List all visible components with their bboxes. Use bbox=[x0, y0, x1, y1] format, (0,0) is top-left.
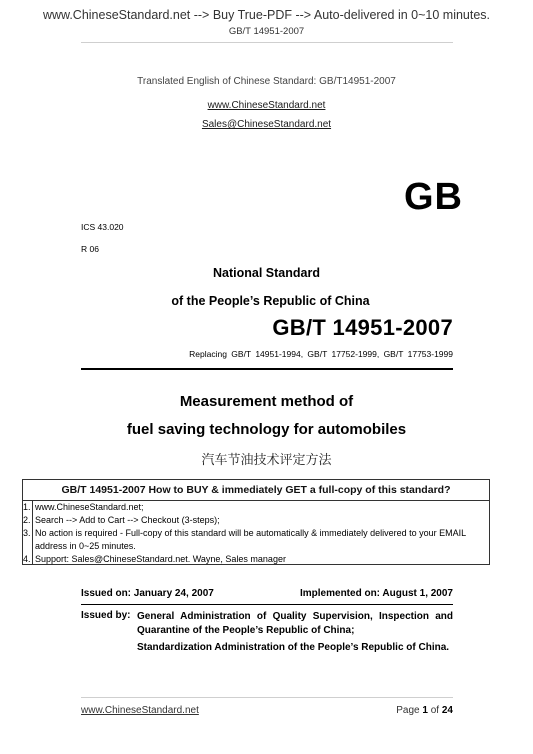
page-total: 24 bbox=[441, 705, 453, 716]
implemented-on-date: Implemented on: August 1, 2007 bbox=[300, 588, 453, 599]
email-link[interactable]: Sales@ChineseStandard.net bbox=[201, 119, 332, 130]
national-standard-line1: National Standard bbox=[213, 266, 320, 280]
website-link-row bbox=[0, 95, 533, 113]
buy-step bbox=[23, 553, 489, 566]
buy-step-number: 1. bbox=[23, 502, 31, 512]
issuer-aqsiq: General Administration of Quality Supervision, Inspection and Quarantine of the People’s Republic of China; bbox=[137, 611, 453, 636]
buy-step-text: Search --> Add to Cart --> Checkout (3-steps); bbox=[35, 515, 220, 525]
issuer-sac: Standardization Administration of the People’s Republic of China. bbox=[137, 642, 450, 653]
buy-step bbox=[23, 501, 489, 514]
title-divider bbox=[81, 368, 453, 370]
buy-step-text: www.ChineseStandard.net; bbox=[35, 502, 144, 512]
header-divider bbox=[81, 42, 453, 43]
website-link[interactable]: www.ChineseStandard.net bbox=[207, 100, 326, 111]
footer-divider bbox=[81, 697, 453, 698]
page-of: of bbox=[427, 705, 442, 716]
title-line1: Measurement method of bbox=[179, 393, 354, 410]
national-standard-line2-text: of the People’s Republic of China bbox=[171, 294, 370, 308]
gb-mark: GB bbox=[404, 176, 463, 218]
email-link-row bbox=[0, 114, 533, 132]
issued-by-label: Issued by: bbox=[81, 610, 131, 621]
page-number bbox=[396, 705, 453, 716]
buy-steps-list bbox=[23, 501, 489, 566]
dates-divider bbox=[81, 604, 453, 605]
buy-step-number: 4. bbox=[23, 554, 31, 564]
buy-step bbox=[23, 514, 489, 527]
buy-step-number: 2. bbox=[23, 515, 31, 525]
page-current: 1 bbox=[422, 705, 428, 716]
buy-instructions-box bbox=[22, 479, 490, 565]
replacing-note: Replacing GB/T 14951-1994, GB/T 17752-1999, GB/T 17753-1999 bbox=[189, 349, 453, 359]
footer-website-link[interactable]: www.ChineseStandard.net bbox=[81, 705, 199, 716]
buy-step bbox=[23, 527, 489, 553]
title-chinese: 汽车节油技术评定方法 bbox=[201, 453, 332, 468]
title-line2: fuel saving technology for automobiles bbox=[126, 421, 407, 438]
header-top-line: www.ChineseStandard.net --> Buy True-PDF --> Auto-delivered in 0~10 minutes. bbox=[42, 8, 491, 22]
ccs-code: R 06 bbox=[81, 244, 99, 254]
page-prefix: Page bbox=[396, 705, 423, 716]
buy-step-text: No action is required - Full-copy of this standard will be automatically & immediately delivered to your EMAIL address in 0~25 minutes. bbox=[35, 528, 466, 551]
buy-step-text: Support: Sales@ChineseStandard.net. Wayne, Sales manager bbox=[35, 554, 286, 564]
standard-code: GB/T 14951-2007 bbox=[272, 315, 453, 340]
buy-step-number: 3. bbox=[23, 528, 31, 538]
ics-code: ICS 43.020 bbox=[81, 222, 124, 232]
buy-box-heading: GB/T 14951-2007 How to BUY & immediately GET a full-copy of this standard? bbox=[61, 484, 451, 496]
national-standard-line2 bbox=[0, 294, 533, 308]
translation-note: Translated English of Chinese Standard: GB/T14951-2007 bbox=[137, 76, 396, 87]
issued-on-date: Issued on: January 24, 2007 bbox=[81, 588, 214, 599]
header-standard-code: GB/T 14951-2007 bbox=[228, 26, 305, 37]
